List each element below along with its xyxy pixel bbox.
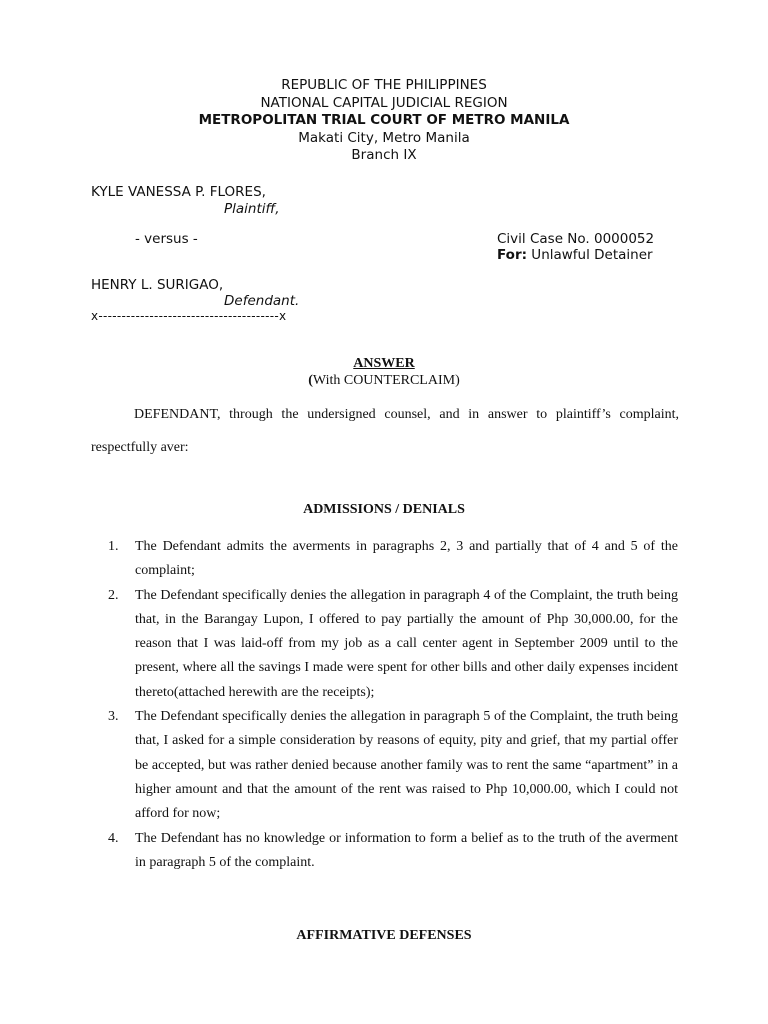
list-item-number: 2.	[108, 587, 119, 603]
list-item	[108, 584, 678, 705]
section-admissions-heading: ADMISSIONS / DENIALS	[303, 502, 465, 517]
list-item	[108, 705, 678, 826]
list-item-number: 3.	[108, 709, 119, 725]
list-item-text: The Defendant admits the averments in paragraphs 2, 3 and partially that of 4 and 5 of the complaint;	[135, 539, 678, 579]
court-header	[0, 77, 768, 165]
for-value: Unlawful Detainer	[527, 247, 653, 263]
header-republic: REPUBLIC OF THE PHILIPPINES	[281, 77, 487, 93]
list-item-text: The Defendant specifically denies the allegation in paragraph 5 of the Complaint, the truth being that, I asked for a simple consideration by reasons of equity, pity and grief, that my partial offer be accepted, but was rather denied because another family was to rent the same “apartment” in a higher amount and that the amount of the rent was raised to Php 10,000.00, which I could not afford for now;	[135, 709, 678, 822]
intro-paragraph: DEFENDANT, through the undersigned counsel, and in answer to plaintiff’s complaint, respectfully aver:	[91, 407, 679, 455]
list-item-text: The Defendant has no knowledge or information to form a belief as to the truth of the averment in paragraph 5 of the complaint.	[135, 830, 678, 870]
header-branch: Branch IX	[351, 147, 417, 163]
header-city: Makati City, Metro Manila	[298, 129, 470, 146]
list-item	[108, 535, 678, 584]
plaintiff-name: KYLE VANESSA P. FLORES,	[91, 184, 266, 200]
header-court: METROPOLITAN TRIAL COURT OF METRO MANILA	[198, 112, 570, 128]
case-nature	[497, 247, 653, 263]
document-subtitle	[0, 373, 768, 389]
allegations-list	[108, 535, 678, 875]
list-item-text: The Defendant specifically denies the allegation in paragraph 4 of the Complaint, the truth being that, in the Barangay Lupon, I offered to pay partially the amount of Php 30,000.00, for the reason that I was laid-off from my job as a call center agent in September 2009 until to the present, where all the savings I made were spent for other bills and other daily expenses incident thereto(attached herewith are the receipts);	[135, 587, 678, 700]
section-affirmative-heading: AFFIRMATIVE DEFENSES	[296, 928, 472, 943]
versus-label: - versus -	[135, 231, 198, 247]
subtitle-text: With COUNTERCLAIM)	[312, 373, 460, 388]
subtitle-paren: (	[308, 373, 313, 388]
plaintiff-role: Plaintiff,	[224, 201, 280, 217]
header-region: NATIONAL CAPITAL JUDICIAL REGION	[260, 94, 508, 111]
caption-separator: x---------------------------------------x	[91, 309, 287, 323]
case-number: Civil Case No. 0000052	[497, 231, 655, 247]
document-title: ANSWER	[353, 356, 415, 371]
list-item-number: 4.	[108, 830, 119, 846]
for-label: For:	[497, 247, 528, 263]
list-item-number: 1.	[108, 539, 119, 554]
defendant-name: HENRY L. SURIGAO,	[91, 277, 224, 293]
defendant-role: Defendant.	[224, 293, 300, 309]
list-item	[108, 827, 678, 876]
